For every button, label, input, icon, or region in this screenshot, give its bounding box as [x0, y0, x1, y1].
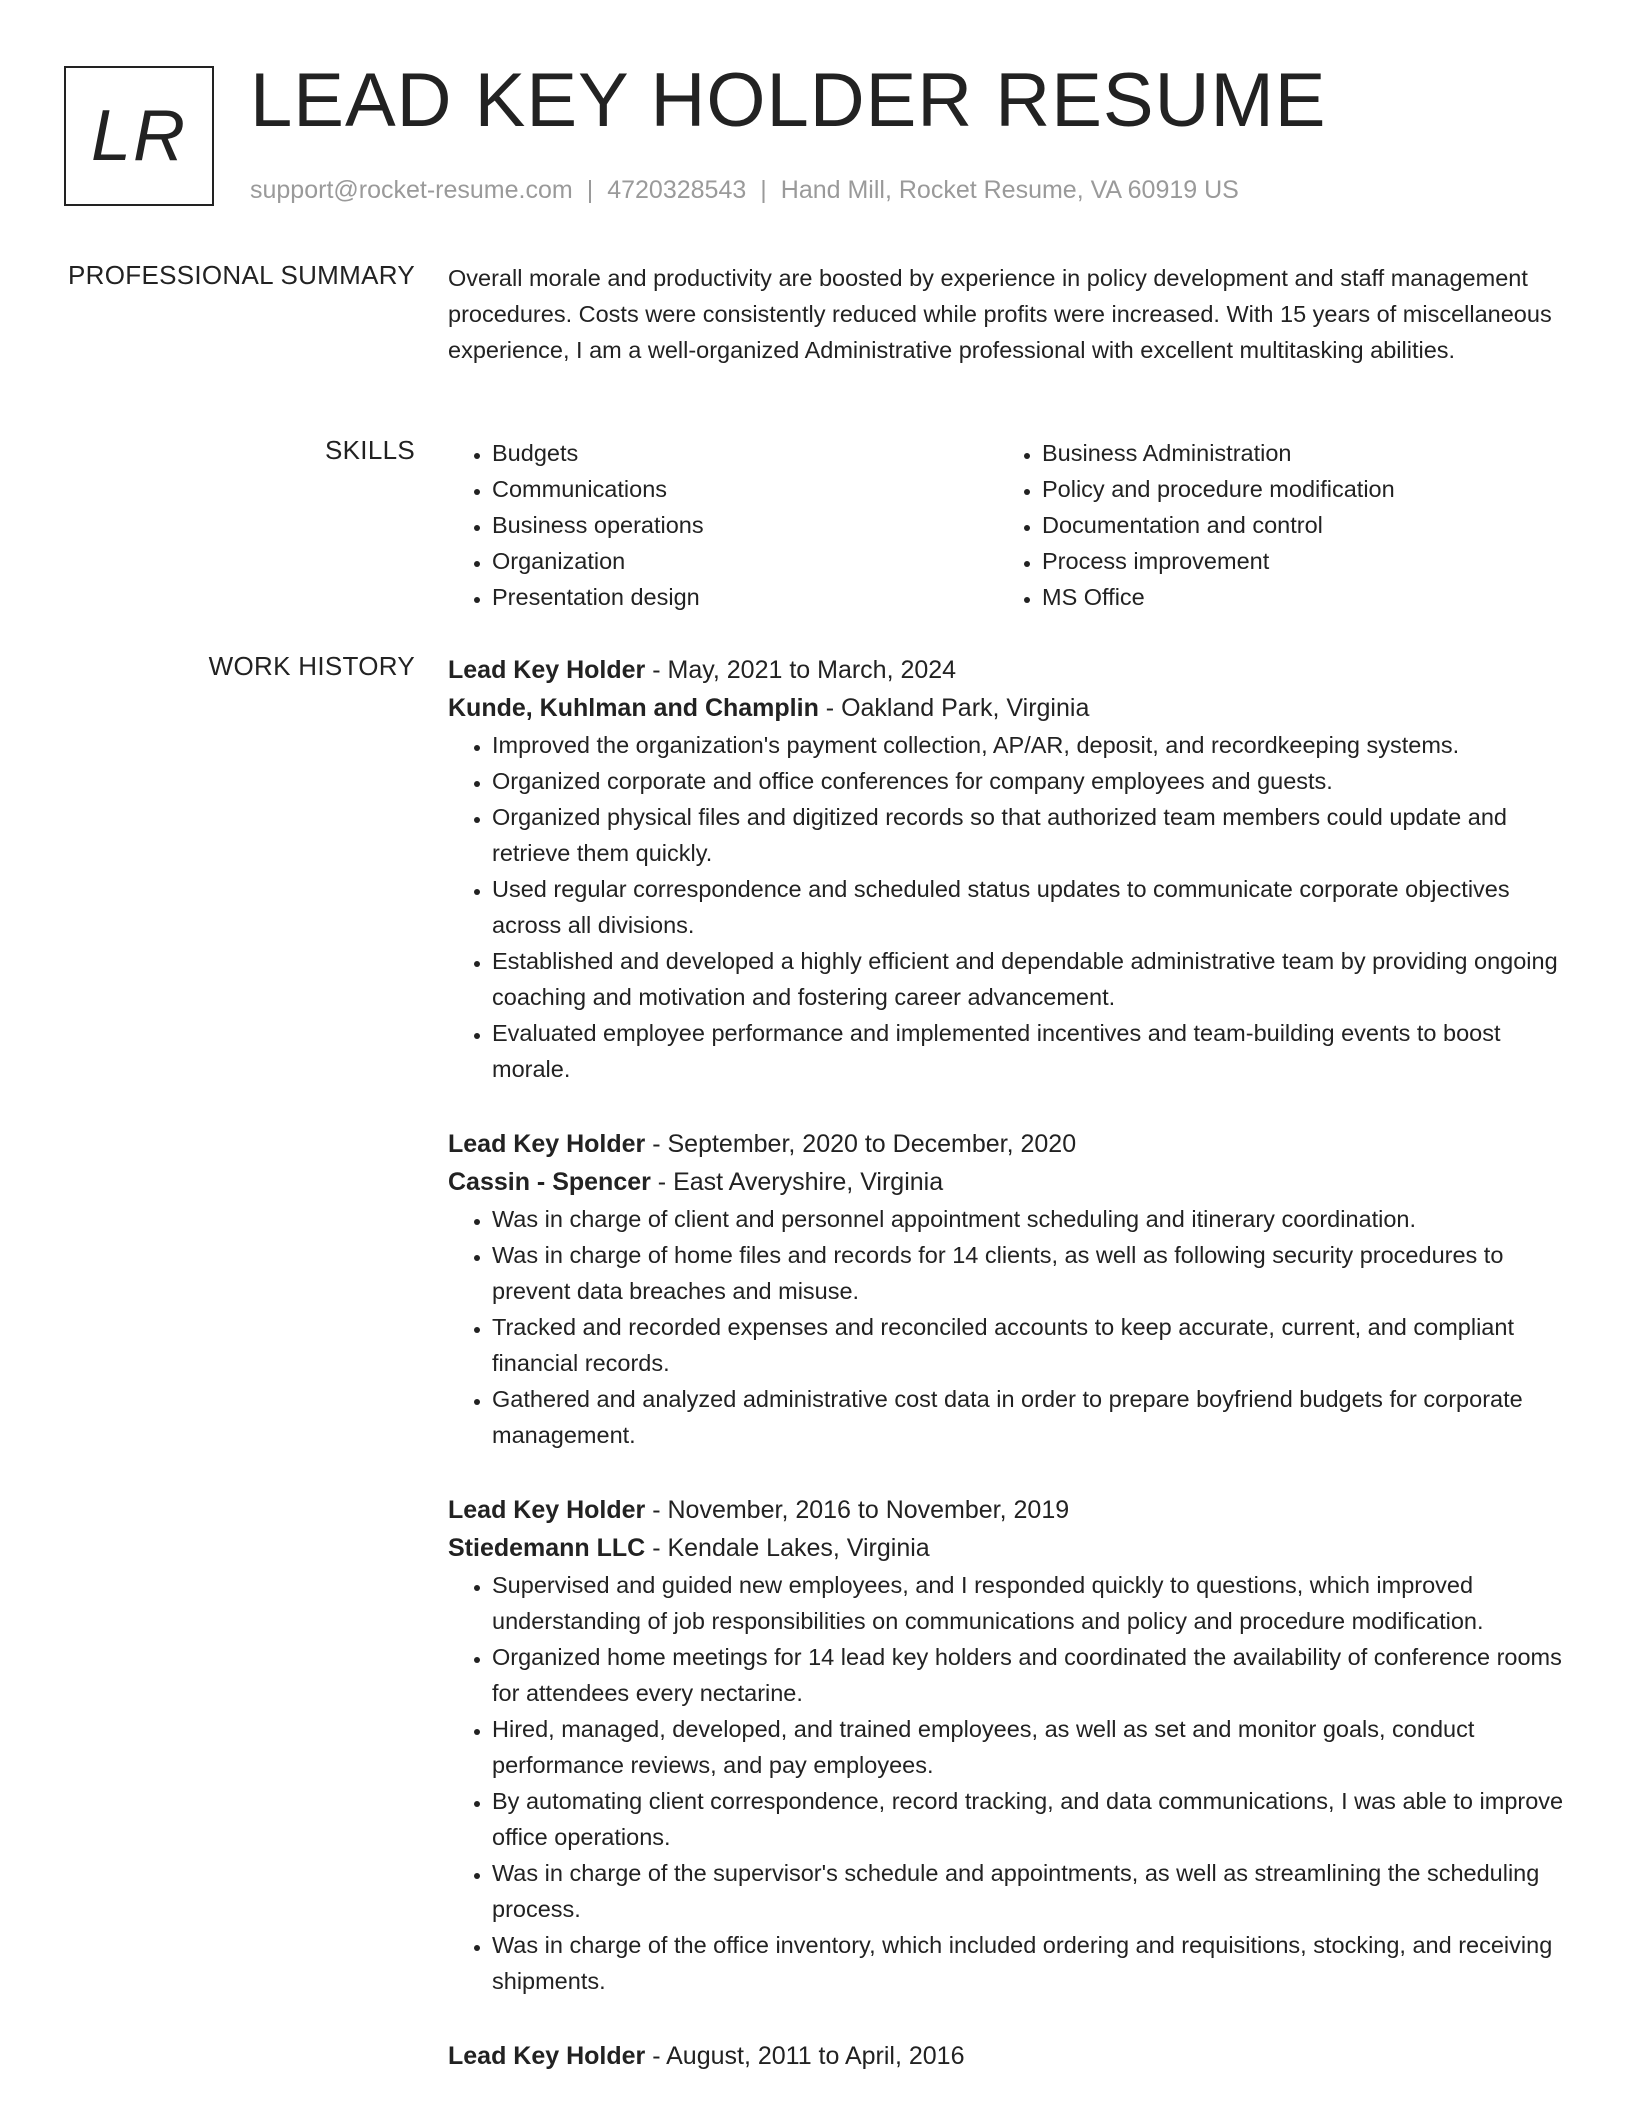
job-title-line — [448, 2037, 1568, 2075]
summary-text: Overall morale and productivity are boosted by experience in policy development and staff management procedures. Costs were consistently reduced while profits were increased. With 15 years of miscellaneous experience, I am a well-organized Administrative professional with excellent multitasking abilities. — [448, 265, 1552, 363]
contact-phone[interactable]: 4720328543 — [607, 176, 747, 204]
job-title: Lead Key Holder — [448, 1496, 646, 1524]
job-bullet: • Was in charge of client and personnel appointment scheduling and itinerary coordination. — [492, 1201, 1568, 1237]
contact-separator: | — [760, 176, 767, 204]
job-entry — [448, 1125, 1568, 1453]
contact-line — [250, 176, 1239, 205]
job-location: Oakland Park, Virginia — [841, 694, 1090, 722]
dash: - — [650, 1168, 674, 1196]
job-bullets — [448, 727, 1568, 1087]
job-bullet: • Tracked and recorded expenses and reconciled accounts to keep accurate, current, and compliant financial records. — [492, 1309, 1568, 1381]
job-company: Kunde, Kuhlman and Champlin — [448, 694, 819, 722]
monogram: LR — [64, 66, 214, 206]
dash: - — [645, 1130, 668, 1158]
job-bullet: • Organized home meetings for 14 lead key holders and coordinated the availability of conference rooms for attendees every nectarine. — [492, 1639, 1568, 1711]
job-entry — [448, 1491, 1568, 1999]
job-dates: May, 2021 to March, 2024 — [667, 656, 957, 684]
job-bullet: • Organized corporate and office conferences for company employees and guests. — [492, 763, 1568, 799]
job-title: Lead Key Holder — [448, 2042, 646, 2070]
skill-item: • Organization — [492, 543, 998, 579]
job-bullet: • Supervised and guided new employees, and I responded quickly to questions, which improved understanding of job responsibilities on communications and policy and procedure modification. — [492, 1567, 1568, 1639]
job-bullets — [448, 1567, 1568, 1999]
skill-item: • Budgets — [492, 435, 998, 471]
skills-list-right — [998, 435, 1548, 615]
job-bullet: • By automating client correspondence, record tracking, and data communications, I was able to improve office operations. — [492, 1783, 1568, 1855]
job-company: Cassin - Spencer — [448, 1168, 651, 1196]
job-entry — [448, 2037, 1568, 2075]
job-bullet: • Used regular correspondence and scheduled status updates to communicate corporate objectives across all divisions. — [492, 871, 1568, 943]
work-history-heading: WORK HISTORY — [208, 651, 415, 681]
skill-item: • Communications — [492, 471, 998, 507]
skill-item: • MS Office — [1042, 579, 1548, 615]
jobs-list — [448, 651, 1568, 2113]
skills-list-left — [448, 435, 998, 615]
job-company-line — [448, 1163, 1568, 1201]
contact-separator: | — [586, 176, 594, 204]
job-bullet: • Hired, managed, developed, and trained employees, as well as set and monitor goals, conduct performance reviews, and pay employees. — [492, 1711, 1568, 1783]
job-title-line — [448, 1491, 1568, 1529]
job-title-line — [448, 651, 1568, 689]
job-location: East Averyshire, Virginia — [673, 1168, 944, 1196]
job-dates: August, 2011 to April, 2016 — [666, 2042, 965, 2070]
job-bullet: • Improved the organization's payment collection, AP/AR, deposit, and recordkeeping systems. — [492, 727, 1568, 763]
job-company-line — [448, 689, 1568, 727]
skill-item: • Business Administration — [1042, 435, 1548, 471]
job-entry — [448, 651, 1568, 1087]
job-bullet: • Evaluated employee performance and implemented incentives and team-building events to boost morale. — [492, 1015, 1568, 1087]
dash: - — [645, 1534, 668, 1562]
job-bullet: • Gathered and analyzed administrative cost data in order to prepare boyfriend budgets for corporate management. — [492, 1381, 1568, 1453]
job-bullets — [448, 1201, 1568, 1453]
dash: - — [645, 2042, 667, 2070]
summary-heading: PROFESSIONAL SUMMARY — [68, 260, 415, 290]
skills-heading: SKILLS — [325, 435, 415, 465]
job-bullet: • Was in charge of the office inventory, which included ordering and requisitions, stocking, and receiving shipments. — [492, 1927, 1568, 1999]
skill-item: • Presentation design — [492, 579, 998, 615]
job-bullet: • Established and developed a highly efficient and dependable administrative team by providing ongoing coaching and motivation and fostering career advancement. — [492, 943, 1568, 1015]
dash: - — [645, 1496, 668, 1524]
dash: - — [818, 694, 842, 722]
skill-item: • Process improvement — [1042, 543, 1548, 579]
job-location: Kendale Lakes, Virginia — [667, 1534, 930, 1562]
contact-email[interactable]: support@rocket-resume.com — [250, 176, 573, 204]
job-bullet: • Was in charge of the supervisor's schedule and appointments, as well as streamlining the scheduling process. — [492, 1855, 1568, 1927]
job-title-line — [448, 1125, 1568, 1163]
skill-item: • Business operations — [492, 507, 998, 543]
job-company-line — [448, 1529, 1568, 1567]
job-company: Stiedemann LLC — [448, 1534, 646, 1562]
job-bullet: • Was in charge of home files and records for 14 clients, as well as following security procedures to prevent data breaches and misuse. — [492, 1237, 1568, 1309]
skill-item: • Documentation and control — [1042, 507, 1548, 543]
skill-item: • Policy and procedure modification — [1042, 471, 1548, 507]
job-title: Lead Key Holder — [448, 1130, 646, 1158]
contact-address: Hand Mill, Rocket Resume, VA 60919 US — [780, 176, 1239, 204]
dash: - — [645, 656, 668, 684]
job-dates: November, 2016 to November, 2019 — [667, 1496, 1070, 1524]
page-title: LEAD KEY HOLDER RESUME — [250, 58, 1327, 143]
job-bullet: • Organized physical files and digitized records so that authorized team members could update and retrieve them quickly. — [492, 799, 1568, 871]
job-title: Lead Key Holder — [448, 656, 646, 684]
job-dates: September, 2020 to December, 2020 — [667, 1130, 1077, 1158]
